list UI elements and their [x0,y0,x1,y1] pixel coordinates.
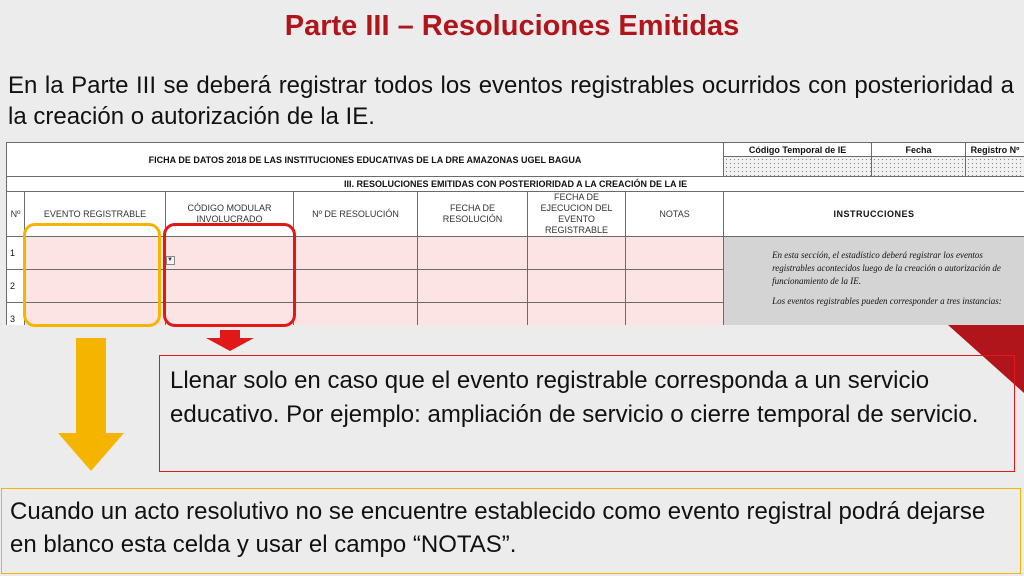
col-header-evento: EVENTO REGISTRABLE [25,192,166,237]
meta-input-registro[interactable] [966,157,1024,177]
yellow-down-arrow-icon [56,338,126,473]
codigo-highlight-box [163,223,296,327]
notas-cell[interactable] [626,270,724,303]
intro-text: En la Parte III se deberá registrar todos los eventos registrables ocurridos con posterioridad a la creación o autorización de la IE. [8,72,1014,130]
red-down-arrow-icon [204,330,256,352]
meta-input-fecha[interactable] [872,157,966,177]
evento-highlight-box [23,223,161,327]
col-header-codigo-modular: CÓDIGO MODULAR INVOLUCRADO [166,192,294,237]
callout-evento-registrable: Cuando un acto resolutivo no se encuentre establecido como evento registral podrá dejarse en blanco esta celda y usar el campo “NOTAS”. [1,488,1021,574]
callout-codigo-modular: Llenar solo en caso que el evento registrable corresponda a un servicio educativo. Por ejemplo: ampliación de servicio o cierre temporal de servicio. [159,355,1015,472]
col-header-number: Nº [7,192,25,237]
slide-title: Parte III – Resoluciones Emitidas [284,10,740,42]
meta-header-registro: Registro Nº [966,143,1024,157]
row-number: 1 [7,237,25,270]
meta-header-codigo: Código Temporal de IE [724,143,872,157]
instructions-body [724,237,1024,326]
col-header-notas: NOTAS [626,192,724,237]
row-number: 2 [7,270,25,303]
instructions-paragraph: En esta sección, el estadístico deberá registrar los eventos registrables acontecidos luego de la creación o autorización de funcionamiento de la IE. [772,250,1001,286]
meta-header-fecha: Fecha [872,143,966,157]
num-resolucion-cell[interactable] [294,303,418,326]
section-title: III. RESOLUCIONES EMITIDAS CON POSTERIORIDAD A LA CREACIÓN DE LA IE [7,177,1024,192]
fecha-ejecucion-cell[interactable] [528,270,626,303]
num-resolucion-cell[interactable] [294,270,418,303]
fecha-resolucion-cell[interactable] [418,270,528,303]
col-header-fecha-ejecucion: FECHA DE EJECUCION DEL EVENTO REGISTRABLE [528,192,626,237]
dropdown-arrow-icon[interactable]: ▼ [166,256,175,265]
notas-cell[interactable] [626,237,724,270]
meta-input-codigo[interactable] [724,157,872,177]
col-header-num-resolucion: Nº DE RESOLUCIÓN [294,192,418,237]
row-number: 3 [7,303,25,326]
instructions-header: INSTRUCCIONES [724,192,1024,237]
num-resolucion-cell[interactable] [294,237,418,270]
fecha-ejecucion-cell[interactable] [528,303,626,326]
fecha-resolucion-cell[interactable] [418,303,528,326]
notas-cell[interactable] [626,303,724,326]
col-header-fecha-resolucion: FECHA DE RESOLUCIÓN [418,192,528,237]
fecha-resolucion-cell[interactable] [418,237,528,270]
instructions-paragraph: Los eventos registrables pueden corresponder a tres instancias: [772,296,1002,306]
fecha-ejecucion-cell[interactable] [528,237,626,270]
form-title: FICHA DE DATOS 2018 DE LAS INSTITUCIONES EDUCATIVAS DE LA DRE AMAZONAS UGEL BAGUA [7,143,724,177]
